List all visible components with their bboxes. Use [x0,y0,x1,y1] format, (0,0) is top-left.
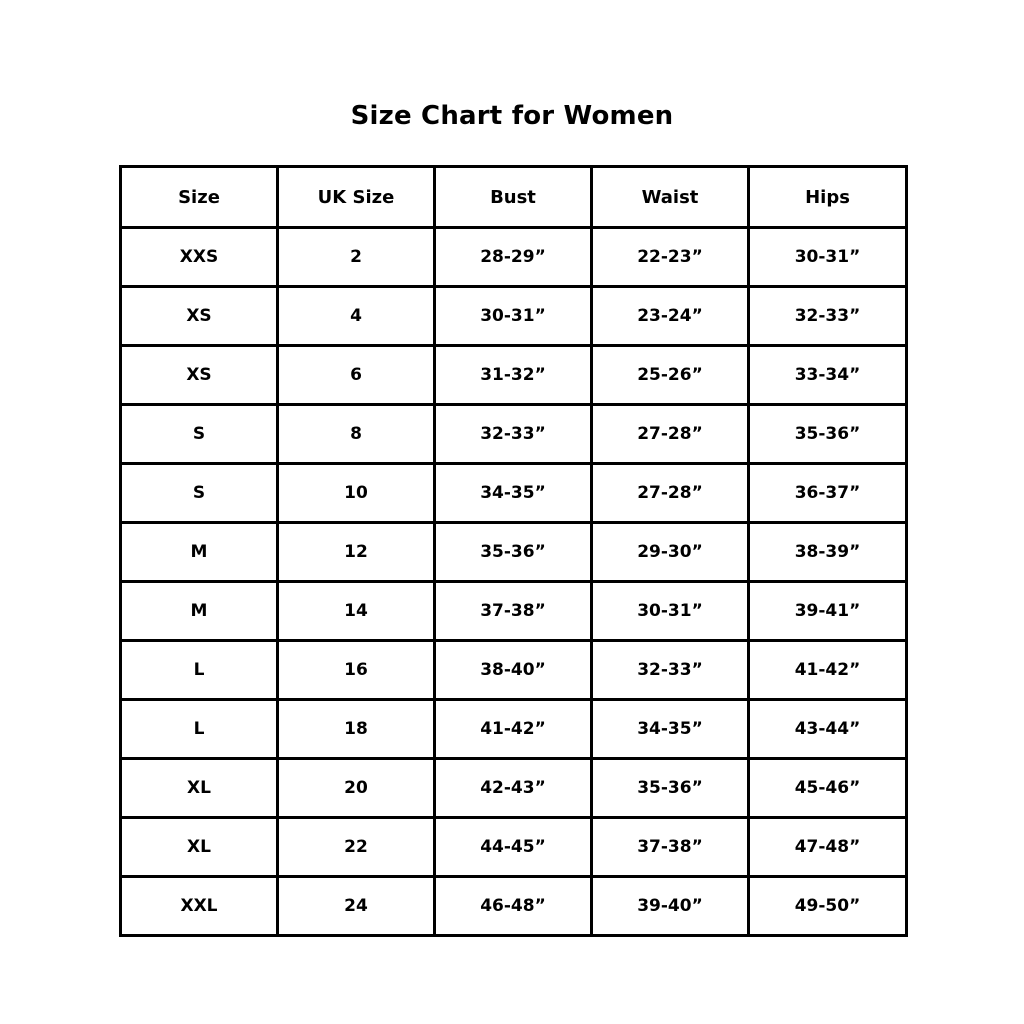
table-cell: 35-36” [592,759,749,818]
table-cell: 30-31” [592,582,749,641]
table-cell: 30-31” [435,287,592,346]
table-header-row [121,167,907,228]
table-cell: XXL [121,877,278,936]
table-header [121,167,907,228]
table-body [121,228,907,936]
table-cell: 6 [278,346,435,405]
table-cell: M [121,582,278,641]
table-cell: 14 [278,582,435,641]
table-cell: XL [121,759,278,818]
table-row [121,346,907,405]
column-header: Hips [749,167,907,228]
table-cell: 31-32” [435,346,592,405]
table-cell: 32-33” [435,405,592,464]
table-row [121,405,907,464]
table-cell: S [121,464,278,523]
table-cell: 37-38” [592,818,749,877]
table-cell: XXS [121,228,278,287]
table-cell: 38-40” [435,641,592,700]
table-cell: 28-29” [435,228,592,287]
table-row [121,818,907,877]
table-cell: 47-48” [749,818,907,877]
table-cell: S [121,405,278,464]
table-cell: XS [121,346,278,405]
table-row [121,523,907,582]
table-cell: 12 [278,523,435,582]
size-chart-table [119,165,908,937]
size-chart-table-container [119,165,905,937]
table-cell: 39-40” [592,877,749,936]
table-cell: 46-48” [435,877,592,936]
table-cell: 33-34” [749,346,907,405]
table-cell: XS [121,287,278,346]
table-row [121,700,907,759]
table-cell: XL [121,818,278,877]
column-header: Waist [592,167,749,228]
page-title: Size Chart for Women [350,101,674,131]
table-cell: 35-36” [749,405,907,464]
table-cell: M [121,523,278,582]
table-cell: 45-46” [749,759,907,818]
table-cell: L [121,641,278,700]
table-cell: 38-39” [749,523,907,582]
table-cell: 32-33” [749,287,907,346]
table-cell: 37-38” [435,582,592,641]
table-row [121,641,907,700]
table-cell: 43-44” [749,700,907,759]
table-cell: 34-35” [592,700,749,759]
table-cell: 41-42” [749,641,907,700]
table-cell: 36-37” [749,464,907,523]
table-cell: 2 [278,228,435,287]
table-cell: 41-42” [435,700,592,759]
table-row [121,877,907,936]
table-cell: 49-50” [749,877,907,936]
table-cell: 22-23” [592,228,749,287]
table-row [121,287,907,346]
table-row [121,759,907,818]
table-row [121,464,907,523]
table-cell: 42-43” [435,759,592,818]
column-header: UK Size [278,167,435,228]
table-cell: 35-36” [435,523,592,582]
table-cell: 22 [278,818,435,877]
table-row [121,228,907,287]
table-cell: 18 [278,700,435,759]
table-cell: 20 [278,759,435,818]
table-cell: 29-30” [592,523,749,582]
table-cell: 23-24” [592,287,749,346]
table-cell: 27-28” [592,405,749,464]
column-header: Bust [435,167,592,228]
table-cell: 25-26” [592,346,749,405]
table-cell: 34-35” [435,464,592,523]
table-cell: 4 [278,287,435,346]
table-cell: 30-31” [749,228,907,287]
table-cell: 27-28” [592,464,749,523]
column-header: Size [121,167,278,228]
table-cell: L [121,700,278,759]
table-cell: 8 [278,405,435,464]
table-cell: 24 [278,877,435,936]
table-row [121,582,907,641]
table-cell: 16 [278,641,435,700]
table-cell: 44-45” [435,818,592,877]
table-cell: 39-41” [749,582,907,641]
table-cell: 10 [278,464,435,523]
table-cell: 32-33” [592,641,749,700]
